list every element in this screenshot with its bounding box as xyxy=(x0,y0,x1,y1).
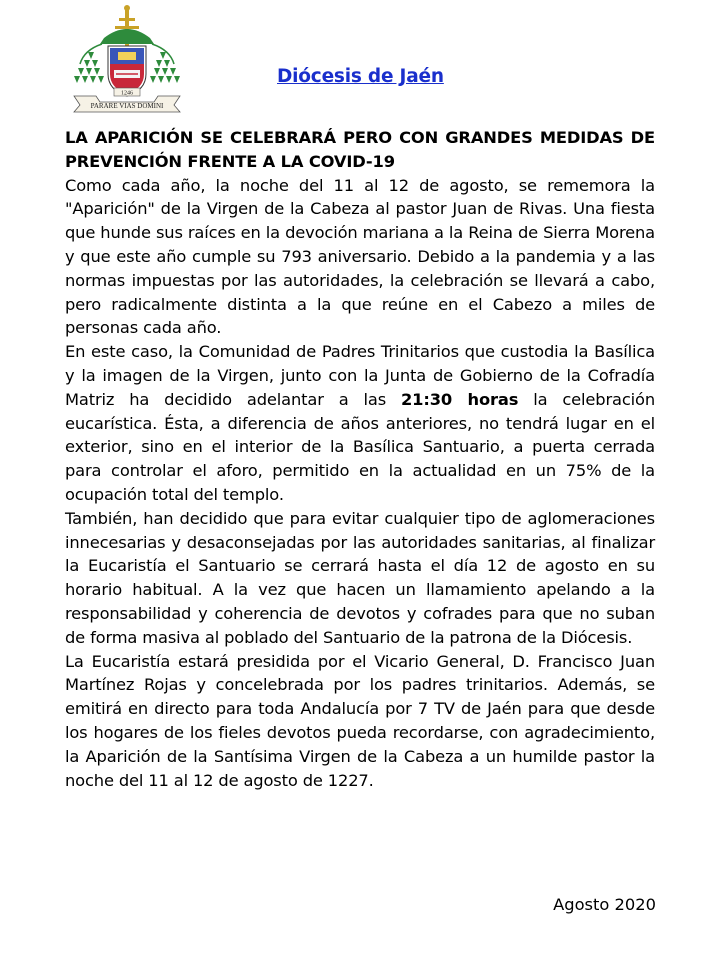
diocese-title-link[interactable]: Diócesis de Jaén xyxy=(277,66,444,87)
emblem-year: 1246 xyxy=(121,90,133,97)
publication-date: Agosto 2020 xyxy=(553,895,656,914)
left-tassels xyxy=(74,44,104,83)
galero-hat xyxy=(100,29,154,44)
paragraph-3: También, han decidido que para evitar cualquier tipo de aglomeraciones innecesarias y desaconsejadas por las autoridades sanitarias, al finalizar la Eucaristía el Santuario se cerrará hasta el día 12 de agosto en su horario habitual. A la vez que hacen un llamamiento apelando a la responsabilidad y coherencia de devotos y cofrades para que no suban de forma masiva al poblado del Santuario de la patrona de la Diócesis. xyxy=(65,508,655,647)
right-tassels xyxy=(150,44,180,83)
emblem-motto: PARARE VIAS DOMINI xyxy=(90,102,164,110)
paragraph-2-rest: la celebración eucarística. Ésta, a diferencia de años anteriores, no tendrá lugar en el exterior, sino en el interior de la Basílica Santuario, a puerta cerrada para controlar el aforo, permitido en la actualidad en un 75% de la ocupación total del templo. xyxy=(65,389,655,504)
episcopal-coat-of-arms-emblem xyxy=(66,4,188,116)
mass-time-highlight: 21:30 horas xyxy=(401,389,519,409)
cross-bar-top xyxy=(119,18,135,21)
cross-bar-bottom xyxy=(115,26,139,29)
article-body xyxy=(65,126,655,792)
paragraph-2-lead: En este caso, la Comunidad de Padres Trinitarios que custodia la Basílica y la imagen de la Virgen, junto con la Junta de Gobierno de la Cofradía Matriz ha decidido adelantar a las xyxy=(65,342,655,409)
article-headline: LA APARICIÓN SE CELEBRARÁ PERO CON GRANDES MEDIDAS DE PREVENCIÓN FRENTE A LA COVID-19 xyxy=(65,128,655,171)
paragraph-1: Como cada año, la noche del 11 al 12 de agosto, se rememora la "Aparición" de la Virgen de la Cabeza al pastor Juan de Rivas. Una fiesta que hunde sus raíces en la devoción mariana a la Reina de Sierra Morena y que este año cumple su 793 aniversario. Debido a la pandemia y a las normas impuestas por las autoridades, la celebración se llevará a cabo, pero radicalmente distinta a la que reúne en el Cabezo a miles de personas cada año. xyxy=(65,175,655,338)
paragraph-2 xyxy=(65,340,655,507)
paragraph-4: La Eucaristía estará presidida por el Vicario General, D. Francisco Juan Martínez Rojas y concelebrada por los padres trinitarios. Además, se emitirá en directo para toda Andalucía por 7 TV de Jaén para que desde los hogares de los fieles devotos pueda recordarse, con agradecimiento, la Aparición de la Santísima Virgen de la Cabeza a un humilde pastor la noche del 11 al 12 de agosto de 1227. xyxy=(65,651,655,790)
